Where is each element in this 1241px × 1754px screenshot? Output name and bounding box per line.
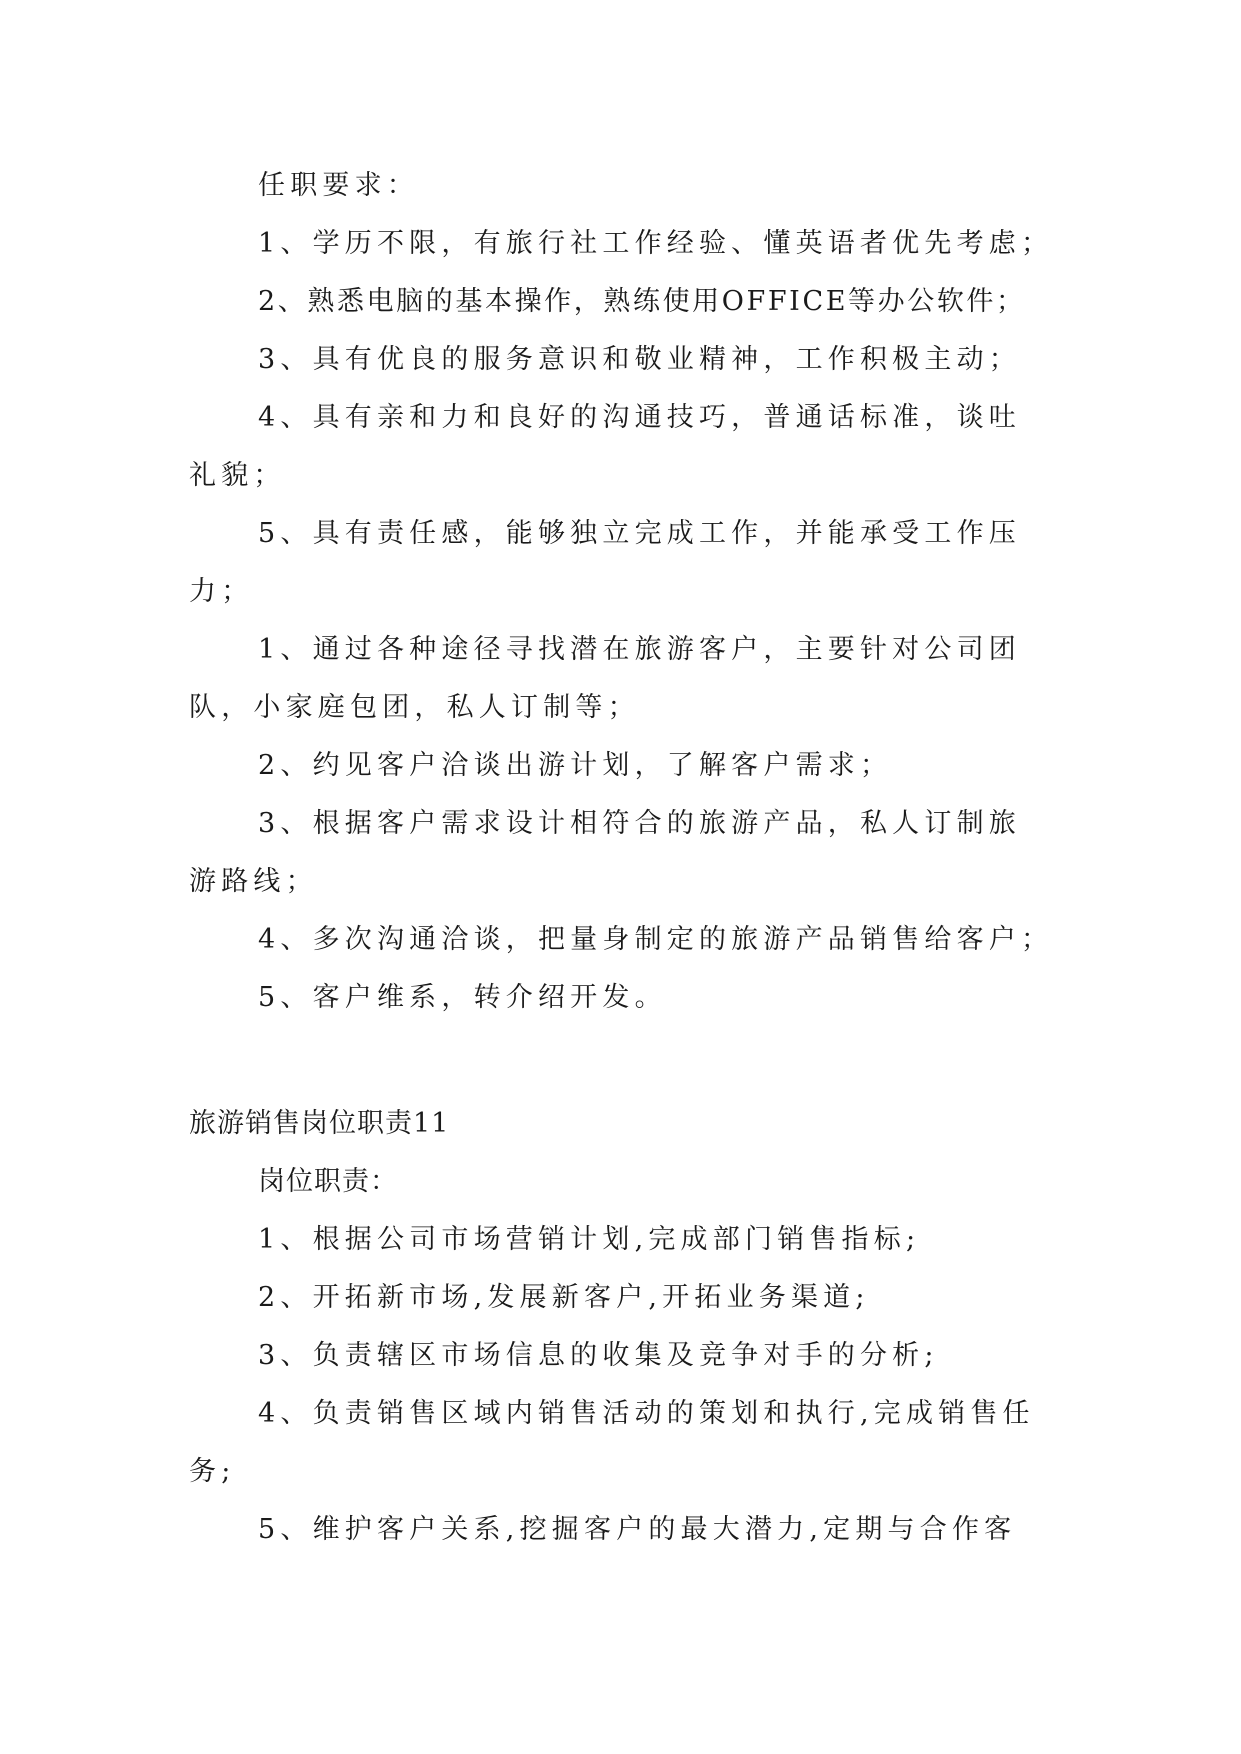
duty-line: 5、维护客户关系,挖掘客户的最大潜力,定期与合作客	[258, 1514, 1017, 1545]
requirement-line: 游路线；	[189, 866, 318, 897]
requirement-line: 2、约见客户洽谈出游计划，了解客户需求；	[258, 750, 893, 781]
duty-line: 务;	[189, 1456, 236, 1487]
requirement-line: 4、多次沟通洽谈，把量身制定的旅游产品销售给客户；	[258, 924, 1054, 955]
requirement-line: 礼貌；	[189, 460, 286, 491]
requirement-line: 1、学历不限，有旅行社工作经验、懂英语者优先考虑；	[258, 228, 1054, 259]
section-title: 旅游销售岗位职责11	[189, 1108, 450, 1139]
requirement-line: 2、熟悉电脑的基本操作，熟练使用OFFICE等办公软件；	[258, 286, 1026, 317]
requirement-line: 3、根据客户需求设计相符合的旅游产品，私人订制旅	[258, 808, 1021, 839]
requirements-heading: 任职要求：	[258, 170, 419, 201]
duty-line: 3、负责辖区市场信息的收集及竞争对手的分析;	[258, 1340, 939, 1371]
duty-line: 4、负责销售区域内销售活动的策划和执行,完成销售任	[258, 1398, 1035, 1429]
requirement-line: 1、通过各种途径寻找潜在旅游客户，主要针对公司团	[258, 634, 1021, 665]
requirement-line: 力；	[189, 576, 254, 607]
requirement-line: 5、具有责任感，能够独立完成工作，并能承受工作压	[258, 518, 1021, 549]
requirement-line: 队，小家庭包团，私人订制等；	[189, 692, 640, 723]
duty-line: 1、根据公司市场营销计划,完成部门销售指标;	[258, 1224, 921, 1255]
requirement-line: 5、客户维系，转介绍开发。	[258, 982, 667, 1013]
requirement-line: 3、具有优良的服务意识和敬业精神，工作积极主动；	[258, 344, 1021, 375]
duties-heading: 岗位职责：	[258, 1166, 398, 1197]
duty-line: 2、开拓新市场,发展新客户,开拓业务渠道;	[258, 1282, 870, 1313]
requirement-line: 4、具有亲和力和良好的沟通技巧，普通话标准，谈吐	[258, 402, 1021, 433]
